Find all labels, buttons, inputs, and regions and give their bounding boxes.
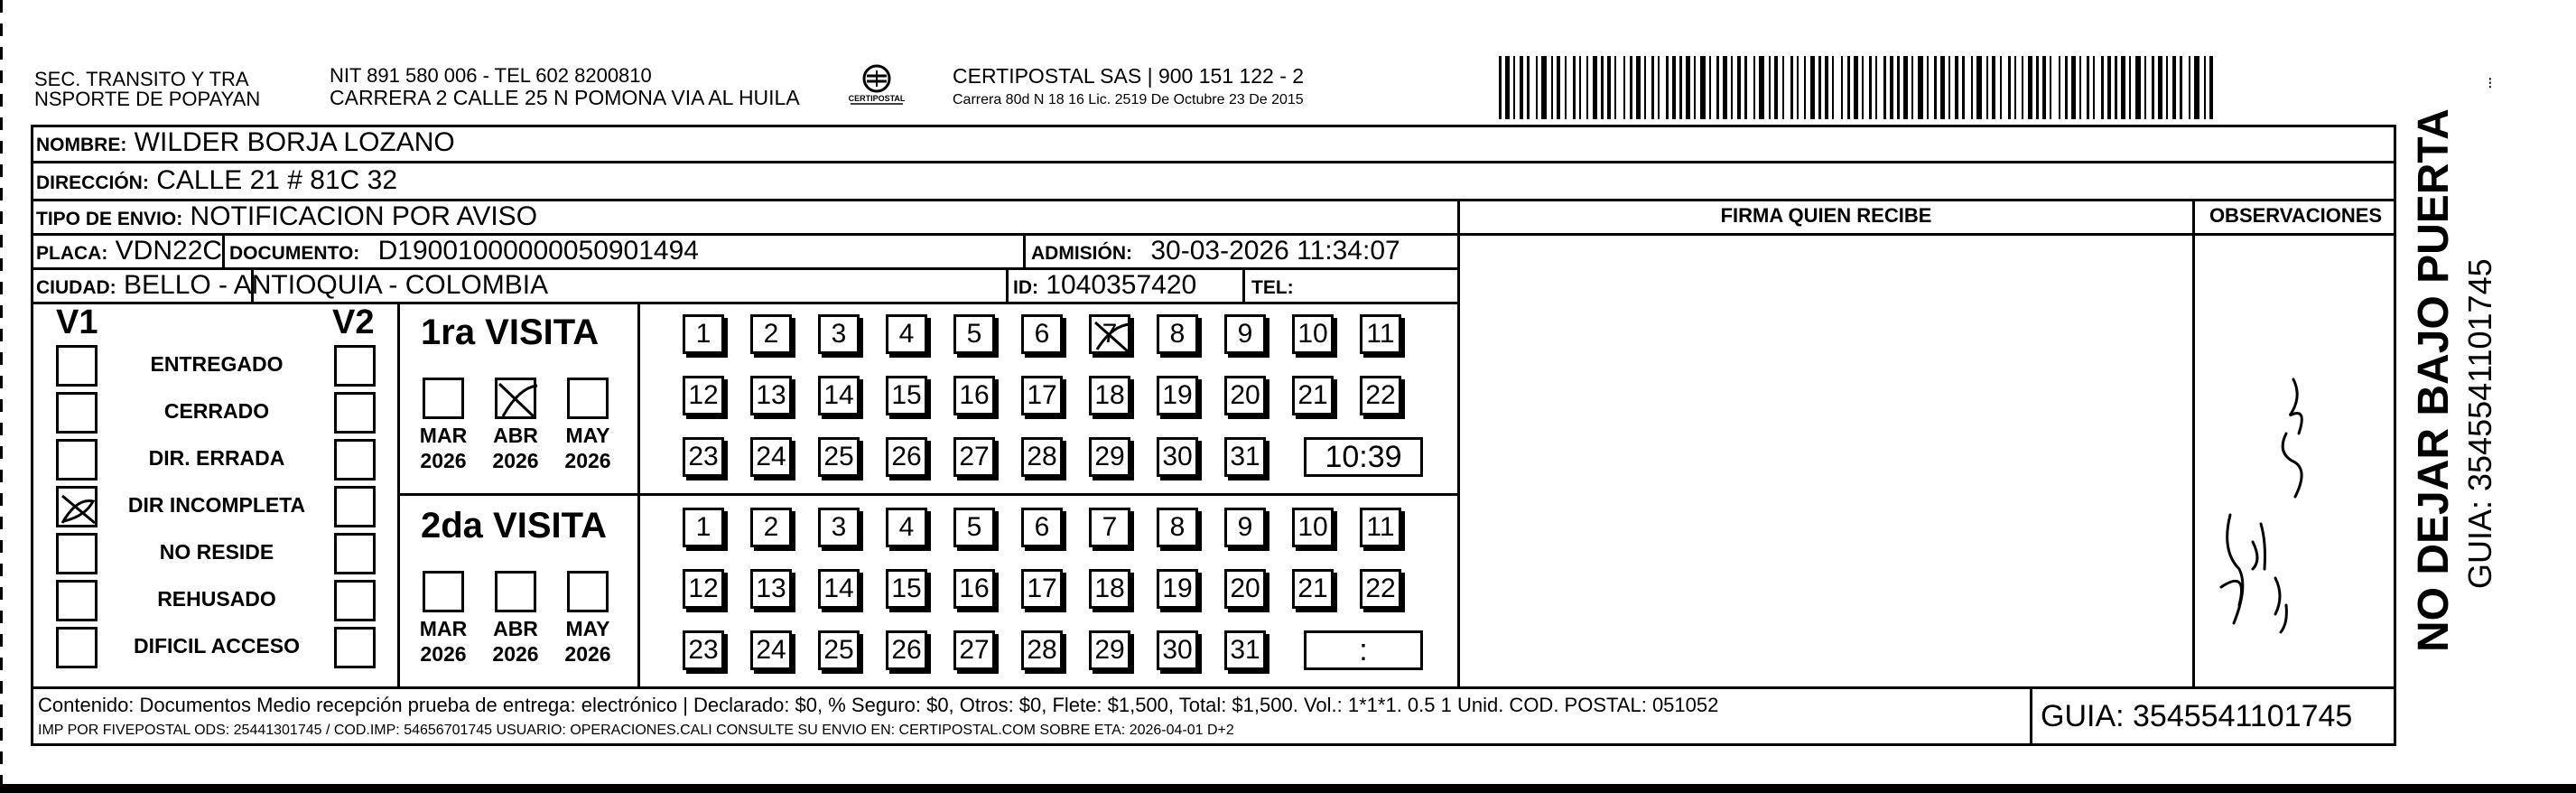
- day-box[interactable]: 7: [1089, 314, 1130, 354]
- v1-checkbox[interactable]: [56, 627, 98, 668]
- day-box[interactable]: 6: [1021, 314, 1063, 354]
- handwritten-observation: [2203, 361, 2384, 659]
- day-box[interactable]: 14: [818, 569, 860, 609]
- day-box[interactable]: 26: [886, 437, 927, 477]
- certipostal-logo-icon: [845, 63, 908, 108]
- documento-field: [229, 235, 699, 270]
- placa-value: VDN22C: [115, 236, 223, 266]
- id-value: 1040357420: [1046, 270, 1197, 300]
- day-box[interactable]: 21: [1292, 569, 1334, 609]
- divider-guia: [2030, 686, 2032, 746]
- day-box[interactable]: 29: [1089, 630, 1130, 670]
- month-name: MAR: [419, 424, 468, 447]
- sender-line-1: SEC. TRANSITO Y TRA: [34, 68, 249, 90]
- direccion-label: DIRECCIÓN:: [36, 173, 149, 193]
- barcode-graphic: [1499, 56, 2221, 119]
- day-box[interactable]: 11: [1360, 314, 1401, 354]
- month-year: 2026: [492, 449, 539, 472]
- perforation-edge: [0, 0, 3, 793]
- sender-line-2: NSPORTE DE POPAYAN: [34, 88, 261, 110]
- placa-label: PLACA:: [36, 243, 108, 264]
- day-box[interactable]: 9: [1224, 508, 1266, 547]
- v1-checkbox[interactable]: [56, 439, 98, 480]
- v1-checkbox[interactable]: [56, 345, 98, 387]
- admision-field: [1031, 235, 1400, 270]
- bottom-edge: [0, 784, 2576, 793]
- day-box[interactable]: 10: [1292, 314, 1334, 354]
- day-box[interactable]: 4: [886, 508, 927, 547]
- day-box[interactable]: 31: [1224, 437, 1266, 477]
- v1-checkbox[interactable]: [56, 580, 98, 621]
- handwriting-graphic: [2203, 361, 2384, 659]
- day-box[interactable]: 27: [953, 437, 995, 477]
- day-box[interactable]: 19: [1157, 376, 1198, 415]
- month-checkbox[interactable]: [567, 378, 609, 419]
- visit-title: 2da VISITA: [421, 506, 607, 546]
- visit-title: 1ra VISITA: [421, 313, 600, 352]
- visit-time[interactable]: :: [1304, 630, 1423, 670]
- tipo-envio-value: NOTIFICACION POR AVISO: [190, 201, 538, 231]
- day-box[interactable]: 30: [1157, 630, 1198, 670]
- direccion-row: [36, 164, 397, 200]
- v2-checkbox[interactable]: [334, 580, 376, 621]
- day-box[interactable]: 5: [953, 508, 995, 547]
- tipo-envio-row: [36, 201, 537, 236]
- day-box[interactable]: 26: [886, 630, 927, 670]
- status-label: CERRADO: [163, 399, 270, 423]
- day-box[interactable]: 22: [1360, 569, 1401, 609]
- day-box[interactable]: 30: [1157, 437, 1198, 477]
- month-checkbox[interactable]: [423, 378, 464, 419]
- day-box[interactable]: 10: [1292, 508, 1334, 547]
- no-dejar-bajo-puerta: NO DEJAR BAJO PUERTA: [2410, 108, 2458, 652]
- rule: [1457, 233, 2396, 236]
- day-box[interactable]: 24: [750, 630, 792, 670]
- v2-checkbox[interactable]: [334, 486, 376, 527]
- footer-guia: GUIA: 3545541101745: [2041, 699, 2353, 733]
- nombre-value: WILDER BORJA LOZANO: [134, 127, 455, 157]
- day-box[interactable]: 7: [1089, 508, 1130, 547]
- month-name: MAY: [565, 424, 610, 447]
- day-box[interactable]: 17: [1021, 376, 1063, 415]
- day-box[interactable]: 8: [1157, 314, 1198, 354]
- divider: [1023, 233, 1026, 267]
- carrier-line-2: Carrera 80d N 18 16 Lic. 2519 De Octubre 23 De 2015: [953, 92, 1304, 107]
- admision-label: ADMISIÓN:: [1031, 243, 1132, 264]
- month-checkbox[interactable]: [495, 378, 536, 419]
- v2-checkbox[interactable]: [334, 345, 376, 387]
- month-label: [479, 423, 552, 473]
- day-box[interactable]: 24: [750, 437, 792, 477]
- visit-divider: [397, 493, 1457, 496]
- day-box[interactable]: 2: [750, 314, 792, 354]
- month-label: [552, 423, 624, 473]
- tel-field: [1251, 269, 1294, 304]
- month-checkbox[interactable]: [423, 571, 464, 612]
- id-field: [1013, 269, 1196, 304]
- day-box[interactable]: 27: [953, 630, 995, 670]
- divider-obs: [2192, 199, 2195, 686]
- v2-checkbox[interactable]: [334, 392, 376, 434]
- day-box[interactable]: 8: [1157, 508, 1198, 547]
- placa-field: [36, 235, 222, 270]
- day-box[interactable]: 23: [683, 630, 724, 670]
- day-box[interactable]: 18: [1089, 569, 1130, 609]
- day-box[interactable]: 23: [683, 437, 724, 477]
- status-label: DIR INCOMPLETA: [127, 493, 306, 517]
- carrier-line-1: CERTIPOSTAL SAS | 900 151 122 - 2: [953, 64, 1305, 88]
- day-box[interactable]: 14: [818, 376, 860, 415]
- v2-checkbox[interactable]: [334, 627, 376, 668]
- day-box[interactable]: 20: [1224, 376, 1266, 415]
- id-label: ID:: [1013, 277, 1038, 298]
- visit-time[interactable]: 10:39: [1304, 437, 1423, 477]
- firma-heading: FIRMA QUIEN RECIBE: [1720, 204, 1932, 227]
- certipostal-logo: [845, 63, 908, 108]
- month-name: ABR: [493, 617, 538, 640]
- day-box[interactable]: 1: [683, 508, 724, 547]
- address-line: CARRERA 2 CALLE 25 N POMONA VIA AL HUILA: [330, 86, 800, 109]
- observaciones-heading: OBSERVACIONES: [2209, 204, 2383, 227]
- month-checkbox[interactable]: [567, 571, 609, 612]
- month-name: MAY: [565, 617, 610, 640]
- documento-label: DOCUMENTO:: [229, 243, 360, 264]
- footer-print-line: IMP POR FIVEPOSTAL ODS: 25441301745 / COD.IMP: 54656701745 USUARIO: OPERACIONES.CALI CONSULTE SU ENVIO EN: CERTIPOSTAL.COM SOBRE ETA: 2026-04-01 D+2: [38, 723, 1234, 738]
- month-year: 2026: [420, 449, 467, 472]
- day-box[interactable]: 17: [1021, 569, 1063, 609]
- day-box[interactable]: 13: [750, 569, 792, 609]
- status-label: ENTREGADO: [150, 352, 284, 376]
- v1-checkbox[interactable]: [56, 533, 98, 574]
- check-mark-icon: [498, 380, 539, 422]
- month-name: ABR: [493, 424, 538, 447]
- divider: [1006, 267, 1009, 302]
- barcode: [1499, 56, 2221, 119]
- day-box[interactable]: 11: [1360, 508, 1401, 547]
- status-label: REHUSADO: [157, 587, 276, 611]
- day-box[interactable]: 3: [818, 314, 860, 354]
- day-box[interactable]: 12: [683, 376, 724, 415]
- day-box[interactable]: 21: [1292, 376, 1334, 415]
- v2-checkbox[interactable]: [334, 533, 376, 574]
- tel-label: TEL:: [1251, 277, 1294, 298]
- day-box[interactable]: 15: [886, 569, 927, 609]
- day-box[interactable]: 3: [818, 508, 860, 547]
- day-box[interactable]: 15: [886, 376, 927, 415]
- status-label: DIR. ERRADA: [148, 446, 285, 470]
- day-box[interactable]: 12: [683, 569, 724, 609]
- day-box[interactable]: 20: [1224, 569, 1266, 609]
- status-label: NO RESIDE: [159, 540, 274, 564]
- day-box[interactable]: 25: [818, 630, 860, 670]
- divider: [1242, 267, 1245, 302]
- day-box[interactable]: 28: [1021, 630, 1063, 670]
- day-box[interactable]: 16: [953, 376, 995, 415]
- ciudad-row: [36, 269, 548, 304]
- v1-checkbox[interactable]: [56, 392, 98, 434]
- corner-mark: ⁝: [2488, 74, 2493, 92]
- v2-checkbox[interactable]: [334, 439, 376, 480]
- nombre-label: NOMBRE:: [36, 135, 127, 155]
- v2-label: V2: [332, 303, 375, 341]
- day-box[interactable]: 5: [953, 314, 995, 354]
- v1-checkbox[interactable]: [56, 486, 98, 527]
- documento-value: D19001000000050901494: [377, 236, 699, 266]
- day-box[interactable]: 31: [1224, 630, 1266, 670]
- month-label: [407, 616, 479, 667]
- day-box[interactable]: 28: [1021, 437, 1063, 477]
- day-box[interactable]: 4: [886, 314, 927, 354]
- nombre-row: [36, 126, 455, 162]
- ciudad-label: CIUDAD:: [36, 277, 116, 298]
- rule: [31, 686, 2396, 689]
- check-mark-icon: [59, 489, 100, 530]
- day-box[interactable]: 1: [683, 314, 724, 354]
- day-box[interactable]: 29: [1089, 437, 1130, 477]
- logo-text: CERTIPOSTAL: [848, 94, 906, 103]
- day-box[interactable]: 22: [1360, 376, 1401, 415]
- tipo-envio-label: TIPO DE ENVIO:: [36, 209, 183, 229]
- check-mark-icon: [1092, 317, 1133, 366]
- direccion-value: CALLE 21 # 81C 32: [156, 165, 398, 195]
- day-box[interactable]: 19: [1157, 569, 1198, 609]
- side-guia: GUIA: 3545541101745: [2461, 258, 2498, 589]
- month-name: MAR: [419, 617, 468, 640]
- status-label: DIFICIL ACCESO: [133, 634, 300, 658]
- month-label: [407, 423, 479, 473]
- admision-value: 30-03-2026 11:34:07: [1150, 236, 1400, 266]
- month-label: [552, 616, 624, 667]
- month-year: 2026: [420, 642, 467, 666]
- nit-line: NIT 891 580 006 - TEL 602 8200810: [330, 64, 652, 87]
- month-year: 2026: [564, 449, 611, 472]
- day-box[interactable]: 2: [750, 508, 792, 547]
- day-box[interactable]: 9: [1224, 314, 1266, 354]
- footer-content-line: Contenido: Documentos Medio recepción prueba de entrega: electrónico | Declarado: $0, % Seguro: $0, Otros: $0, Flete: $1,500, Total: $1,500. Vol.: 1*1*1. 0.5 1 Unid. COD. POSTAL: 051052: [38, 694, 1719, 716]
- v1-label: V1: [56, 303, 98, 341]
- month-checkbox[interactable]: [495, 571, 536, 612]
- day-box[interactable]: 13: [750, 376, 792, 415]
- day-box[interactable]: 25: [818, 437, 860, 477]
- month-year: 2026: [492, 642, 539, 666]
- ciudad-value: BELLO - ANTIOQUIA - COLOMBIA: [124, 270, 549, 300]
- day-box[interactable]: 16: [953, 569, 995, 609]
- divider-firma: [1457, 199, 1460, 686]
- day-box[interactable]: 18: [1089, 376, 1130, 415]
- month-label: [479, 616, 552, 667]
- divider: [222, 233, 225, 267]
- month-year: 2026: [564, 642, 611, 666]
- day-box[interactable]: 6: [1021, 508, 1063, 547]
